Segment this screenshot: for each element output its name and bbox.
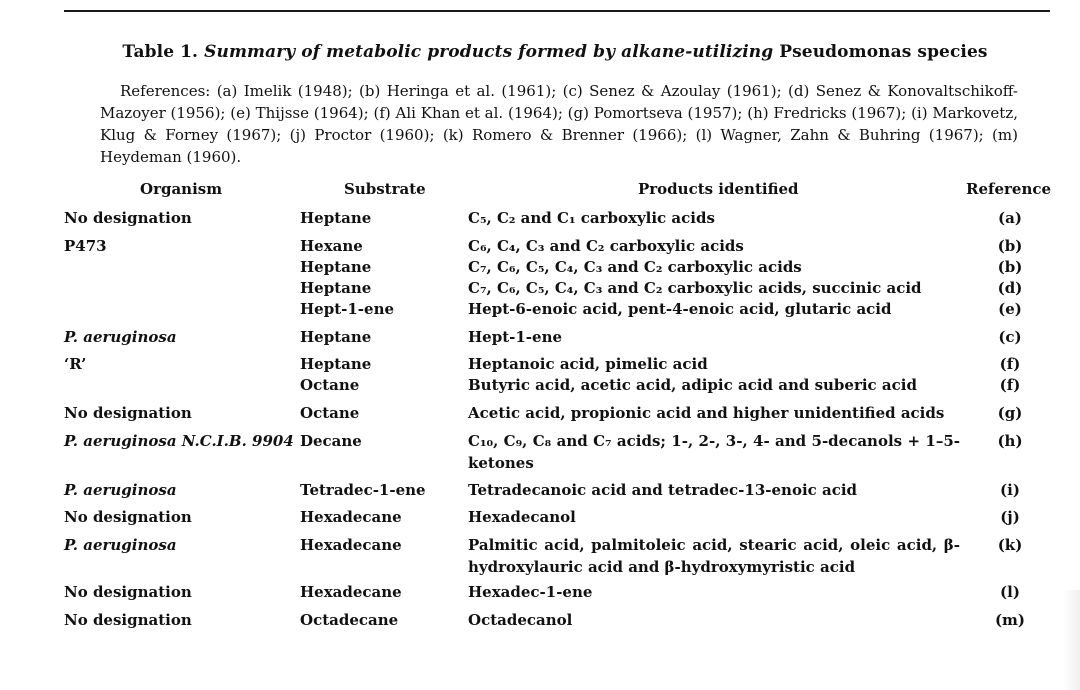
substrate-cell: Heptane	[300, 258, 372, 276]
reference-cell: (j)	[1000, 508, 1020, 526]
reference-cell: (f)	[999, 376, 1021, 394]
products-cell: Butyric acid, acetic acid, adipic acid and suberic acid	[468, 376, 917, 394]
table-title-tail: Pseudomonas species	[779, 42, 988, 62]
reference-cell: (g)	[997, 404, 1023, 422]
header-organism: Organism	[140, 180, 223, 198]
products-cell: Palmitic acid, palmitoleic acid, stearic acid, oleic acid, β-hydroxylauric acid and β-hydroxymyristic acid	[468, 536, 960, 576]
products-cell: C₁₀, C₉, C₈ and C₇ acids; 1-, 2-, 3-, 4- and 5-decanols + 1–5-ketones	[468, 432, 960, 472]
products-cell: C₆, C₄, C₃ and C₂ carboxylic acids	[468, 237, 744, 255]
reference-cell: (m)	[994, 611, 1026, 629]
table-label: Table 1.	[122, 42, 199, 62]
table-title-italic: Summary of metabolic products formed by alkane-utilizing	[204, 42, 774, 62]
products-cell: Hept-1-ene	[468, 328, 563, 346]
page-edge-shadow	[1062, 590, 1080, 690]
header-substrate: Substrate	[344, 180, 426, 198]
reference-cell: (l)	[1000, 583, 1020, 601]
substrate-cell: Heptane	[300, 328, 372, 346]
organism-cell: No designation	[64, 209, 192, 227]
reference-cell: (h)	[997, 432, 1023, 450]
substrate-cell: Octadecane	[300, 611, 399, 629]
reference-cell: (b)	[997, 258, 1023, 276]
organism-cell: P. aeruginosa	[64, 481, 177, 499]
substrate-cell: Octane	[300, 404, 360, 422]
substrate-cell: Hexadecane	[300, 536, 402, 554]
substrate-cell: Hexadecane	[300, 583, 402, 601]
products-cell: C₅, C₂ and C₁ carboxylic acids	[468, 209, 715, 227]
table-caption	[0, 42, 1080, 62]
reference-cell: (i)	[1000, 481, 1020, 499]
products-cell: Hexadec-1-ene	[468, 583, 593, 601]
organism-cell: P. aeruginosa N.C.I.B. 9904	[64, 432, 294, 450]
products-cell: Tetradecanoic acid and tetradec-13-enoic acid	[468, 481, 858, 499]
substrate-cell: Heptane	[300, 355, 372, 373]
organism-cell: P. aeruginosa	[64, 536, 177, 554]
reference-cell: (c)	[998, 328, 1022, 346]
organism-cell: No designation	[64, 611, 192, 629]
products-cell: C₇, C₆, C₅, C₄, C₃ and C₂ carboxylic acids, succinic acid	[468, 279, 922, 297]
organism-cell: No designation	[64, 583, 192, 601]
products-cell: Octadecanol	[468, 611, 573, 629]
products-cell: Heptanoic acid, pimelic acid	[468, 355, 708, 373]
substrate-cell: Heptane	[300, 209, 372, 227]
substrate-cell: Heptane	[300, 279, 372, 297]
organism-cell: P. aeruginosa	[64, 328, 177, 346]
reference-cell: (d)	[997, 279, 1023, 297]
header-reference: Reference	[966, 180, 1052, 198]
substrate-cell: Decane	[300, 432, 362, 450]
organism-cell: No designation	[64, 404, 192, 422]
top-rule	[64, 10, 1050, 12]
products-cell: Acetic acid, propionic acid and higher unidentified acids	[468, 404, 945, 422]
reference-cell: (k)	[997, 536, 1023, 554]
organism-cell: ‘R’	[64, 355, 87, 373]
products-cell: Hept-6-enoic acid, pent-4-enoic acid, glutaric acid	[468, 300, 892, 318]
substrate-cell: Hexane	[300, 237, 363, 255]
organism-cell: P473	[64, 237, 107, 255]
substrate-cell: Hept-1-ene	[300, 300, 395, 318]
organism-cell: No designation	[64, 508, 192, 526]
reference-cell: (f)	[999, 355, 1021, 373]
references-paragraph: References: (a) Imelik (1948); (b) Heringa et al. (1961); (c) Senez & Azoulay (1961); (d) Senez & Konovaltschikoff-Mazoyer (1956); (e) Thijsse (1964); (f) Ali Khan et al. (1964); (g) Pomortseva (1957); (h) Fredricks (1967); (i) Markovetz, Klug & Forney (1967); (j) Proctor (1960); (k) Romero & Brenner (1966); (l) Wagner, Zahn & Buhring (1967); (m) Heydeman (1960).	[100, 82, 1018, 166]
substrate-cell: Tetradec-1-ene	[300, 481, 426, 499]
products-cell: C₇, C₆, C₅, C₄, C₃ and C₂ carboxylic acids	[468, 258, 802, 276]
header-products: Products identified	[638, 180, 799, 198]
substrate-cell: Hexadecane	[300, 508, 402, 526]
reference-cell: (a)	[998, 209, 1022, 227]
products-cell: Hexadecanol	[468, 508, 576, 526]
reference-cell: (b)	[997, 237, 1023, 255]
reference-cell: (e)	[998, 300, 1022, 318]
substrate-cell: Octane	[300, 376, 360, 394]
